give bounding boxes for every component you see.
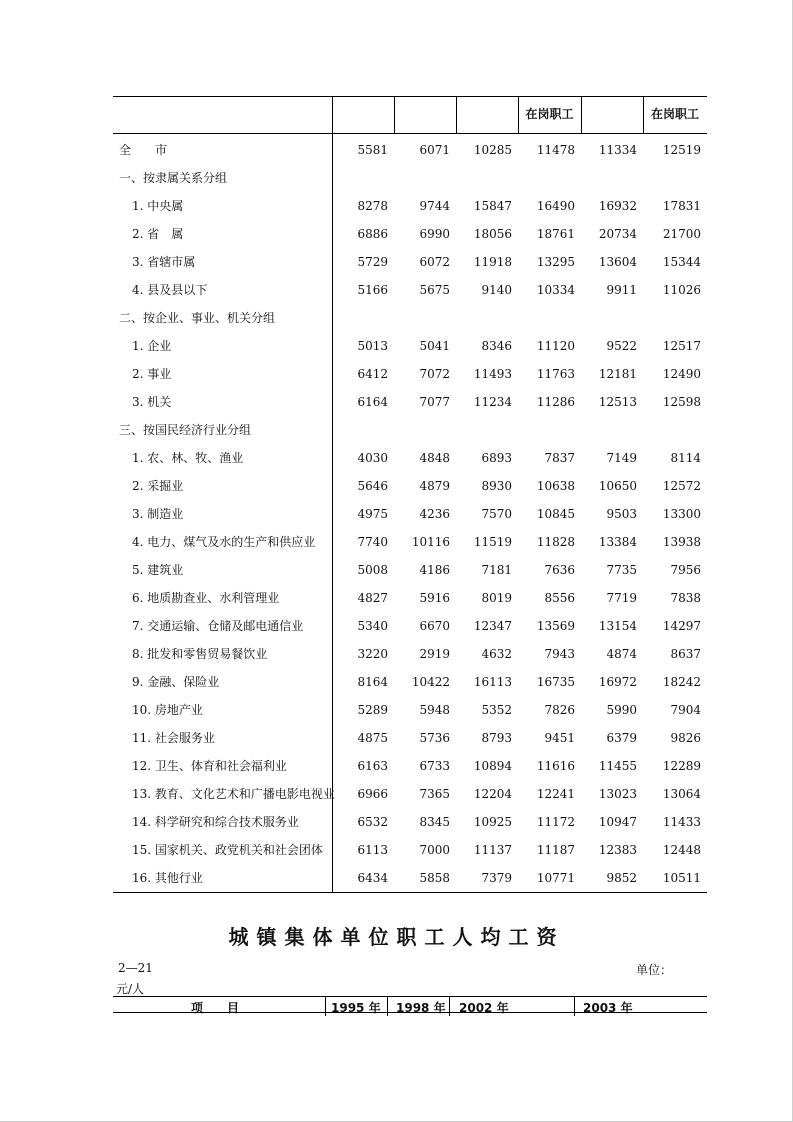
value-cell: 9522	[606, 339, 637, 353]
value-cell: 12289	[662, 759, 701, 773]
table-row	[113, 332, 707, 360]
table-row	[113, 360, 707, 388]
table-row	[113, 248, 707, 276]
value-cell: 7072	[419, 367, 450, 381]
row-label: 2. 事业	[132, 367, 172, 381]
table-row	[113, 304, 707, 332]
value-cell: 7149	[606, 451, 637, 465]
header-cell: 2003 年	[583, 1001, 633, 1015]
value-cell: 12347	[473, 619, 512, 633]
row-label: 5. 建筑业	[132, 563, 184, 577]
value-cell: 12513	[598, 395, 637, 409]
value-cell: 4848	[419, 451, 450, 465]
value-cell: 9826	[670, 731, 701, 745]
table-number: 2—21	[118, 961, 153, 975]
table-row	[113, 444, 707, 472]
value-cell: 12448	[662, 843, 701, 857]
value-cell: 16490	[536, 199, 575, 213]
row-label: 3. 制造业	[132, 507, 184, 521]
value-cell: 7943	[544, 647, 575, 661]
value-cell: 5646	[357, 479, 388, 493]
row-label: 15. 国家机关、政党机关和社会团体	[132, 843, 323, 857]
value-cell: 12517	[662, 339, 701, 353]
row-label: 14. 科学研究和综合技术服务业	[132, 815, 299, 829]
value-cell: 8930	[481, 479, 512, 493]
value-cell: 4827	[357, 591, 388, 605]
value-cell: 11137	[473, 843, 512, 857]
table-row	[113, 752, 707, 780]
value-cell: 4186	[419, 563, 450, 577]
value-cell: 11918	[473, 255, 512, 269]
table-row	[113, 472, 707, 500]
row-label: 3. 省辖市属	[132, 255, 196, 269]
value-cell: 9451	[544, 731, 575, 745]
row-label: 8. 批发和零售贸易餐饮业	[132, 647, 268, 661]
table-row	[113, 612, 707, 640]
value-cell: 12490	[662, 367, 701, 381]
value-cell: 12181	[598, 367, 637, 381]
value-cell: 10925	[473, 815, 512, 829]
column-divider	[581, 96, 582, 133]
value-cell: 10771	[536, 871, 575, 885]
value-cell: 8346	[481, 339, 512, 353]
value-cell: 10947	[598, 815, 637, 829]
table-row	[113, 220, 707, 248]
value-cell: 4632	[481, 647, 512, 661]
value-cell: 8556	[544, 591, 575, 605]
value-cell: 4030	[357, 451, 388, 465]
value-cell: 6113	[357, 843, 388, 857]
header-cell: 在岗职工	[525, 107, 574, 121]
value-cell: 6412	[357, 367, 388, 381]
value-cell: 18056	[473, 227, 512, 241]
value-cell: 10422	[411, 675, 450, 689]
row-label: 7. 交通运输、仓储及邮电通信业	[132, 619, 304, 633]
value-cell: 11234	[473, 395, 512, 409]
table-row	[113, 696, 707, 724]
value-cell: 18761	[536, 227, 575, 241]
value-cell: 12572	[662, 479, 701, 493]
value-cell: 7719	[606, 591, 637, 605]
value-cell: 6532	[357, 815, 388, 829]
table-row	[113, 164, 707, 192]
value-cell: 5013	[357, 339, 388, 353]
table-row	[113, 556, 707, 584]
value-cell: 10116	[411, 535, 450, 549]
value-cell: 7000	[419, 843, 450, 857]
value-cell: 5990	[606, 703, 637, 717]
value-cell: 4975	[357, 507, 388, 521]
value-cell: 8637	[670, 647, 701, 661]
table-row	[113, 640, 707, 668]
table-bottom-border	[113, 892, 707, 893]
value-cell: 10845	[536, 507, 575, 521]
value-cell: 6670	[419, 619, 450, 633]
table-top-border	[113, 996, 707, 997]
row-label: 2. 省 属	[132, 227, 184, 241]
row-label: 13. 教育、文化艺术和广播电影电视业	[132, 787, 335, 801]
row-label: 1. 企业	[132, 339, 172, 353]
row-label: 1. 中央属	[132, 199, 184, 213]
value-cell: 13938	[662, 535, 701, 549]
value-cell: 6966	[357, 787, 388, 801]
value-cell: 2919	[419, 647, 450, 661]
table-row	[113, 528, 707, 556]
value-cell: 8114	[670, 451, 701, 465]
value-cell: 9852	[606, 871, 637, 885]
section-title: 城镇集体单位职工人均工资	[228, 925, 565, 949]
table-row	[113, 276, 707, 304]
value-cell: 11616	[536, 759, 575, 773]
value-cell: 14297	[662, 619, 701, 633]
value-cell: 7379	[481, 871, 512, 885]
value-cell: 7181	[481, 563, 512, 577]
value-cell: 5340	[357, 619, 388, 633]
value-cell: 6434	[357, 871, 388, 885]
header-cell: 1995 年	[331, 1001, 381, 1015]
value-cell: 11120	[536, 339, 575, 353]
value-cell: 16735	[536, 675, 575, 689]
value-cell: 5916	[419, 591, 450, 605]
value-cell: 7826	[544, 703, 575, 717]
value-cell: 8019	[481, 591, 512, 605]
value-cell: 11433	[662, 815, 701, 829]
value-cell: 18242	[662, 675, 701, 689]
value-cell: 11828	[536, 535, 575, 549]
column-divider	[449, 996, 450, 1016]
value-cell: 5008	[357, 563, 388, 577]
column-divider	[456, 96, 457, 133]
value-cell: 13295	[536, 255, 575, 269]
value-cell: 5736	[419, 731, 450, 745]
value-cell: 4875	[357, 731, 388, 745]
row-label: 16. 其他行业	[132, 871, 203, 885]
value-cell: 13569	[536, 619, 575, 633]
value-cell: 7077	[419, 395, 450, 409]
table-row	[113, 388, 707, 416]
value-cell: 5858	[419, 871, 450, 885]
value-cell: 12241	[536, 787, 575, 801]
value-cell: 5041	[419, 339, 450, 353]
value-cell: 11519	[473, 535, 512, 549]
table-row	[113, 668, 707, 696]
value-cell: 8164	[357, 675, 388, 689]
table-row	[113, 416, 707, 444]
value-cell: 13604	[598, 255, 637, 269]
value-cell: 6893	[481, 451, 512, 465]
value-cell: 20734	[598, 227, 637, 241]
value-cell: 5352	[481, 703, 512, 717]
value-cell: 13300	[662, 507, 701, 521]
value-cell: 7956	[670, 563, 701, 577]
unit-value: 元/人	[116, 982, 145, 996]
value-cell: 6733	[419, 759, 450, 773]
value-cell: 11172	[536, 815, 575, 829]
value-cell: 17831	[662, 199, 701, 213]
value-cell: 6379	[606, 731, 637, 745]
value-cell: 9744	[419, 199, 450, 213]
value-cell: 11763	[536, 367, 575, 381]
value-cell: 11493	[473, 367, 512, 381]
value-cell: 6071	[419, 143, 450, 157]
value-cell: 13023	[598, 787, 637, 801]
value-cell: 8345	[419, 815, 450, 829]
value-cell: 5729	[357, 255, 388, 269]
row-label: 12. 卫生、体育和社会福利业	[132, 759, 287, 773]
value-cell: 4879	[419, 479, 450, 493]
row-label: 6. 地质勘查业、水利管理业	[132, 591, 280, 605]
row-label: 9. 金融、保险业	[132, 675, 220, 689]
value-cell: 9911	[606, 283, 637, 297]
value-cell: 12519	[662, 143, 701, 157]
value-cell: 7740	[357, 535, 388, 549]
value-cell: 7904	[670, 703, 701, 717]
value-cell: 9140	[481, 283, 512, 297]
column-divider	[394, 96, 395, 133]
table-row	[113, 192, 707, 220]
value-cell: 8793	[481, 731, 512, 745]
value-cell: 15847	[473, 199, 512, 213]
table-row	[113, 808, 707, 836]
header-cell: 1998 年	[396, 1001, 446, 1015]
column-divider	[387, 996, 388, 1016]
row-label: 1. 农、林、牧、渔业	[132, 451, 244, 465]
value-cell: 10638	[536, 479, 575, 493]
value-cell: 10285	[473, 143, 512, 157]
value-cell: 6163	[357, 759, 388, 773]
value-cell: 5675	[419, 283, 450, 297]
row-label: 二、按企业、事业、机关分组	[119, 311, 276, 325]
value-cell: 21700	[662, 227, 701, 241]
value-cell: 6990	[419, 227, 450, 241]
value-cell: 16113	[473, 675, 512, 689]
row-label: 4. 电力、煤气及水的生产和供应业	[132, 535, 316, 549]
row-label: 3. 机关	[132, 395, 172, 409]
value-cell: 16972	[598, 675, 637, 689]
value-cell: 12598	[662, 395, 701, 409]
value-cell: 10650	[598, 479, 637, 493]
row-label: 2. 采掘业	[132, 479, 184, 493]
value-cell: 10894	[473, 759, 512, 773]
value-cell: 7837	[544, 451, 575, 465]
column-divider	[325, 996, 326, 1016]
row-label: 4. 县及县以下	[132, 283, 208, 297]
column-divider	[574, 996, 575, 1016]
row-label: 全 市	[119, 143, 168, 157]
value-cell: 11334	[598, 143, 637, 157]
value-cell: 5289	[357, 703, 388, 717]
table-top-border	[113, 96, 707, 97]
header-cell: 在岗职工	[650, 107, 699, 121]
value-cell: 6072	[419, 255, 450, 269]
header-bottom-border	[113, 133, 707, 134]
row-label: 10. 房地产业	[132, 703, 203, 717]
value-cell: 5948	[419, 703, 450, 717]
header-cell: 项 目	[191, 1001, 240, 1015]
row-label: 11. 社会服务业	[132, 731, 215, 745]
value-cell: 11478	[536, 143, 575, 157]
value-cell: 7838	[670, 591, 701, 605]
value-cell: 11187	[536, 843, 575, 857]
table-row	[113, 780, 707, 808]
table-row	[113, 864, 707, 892]
value-cell: 7570	[481, 507, 512, 521]
value-cell: 13154	[598, 619, 637, 633]
value-cell: 12383	[598, 843, 637, 857]
value-cell: 8278	[357, 199, 388, 213]
collective-wage-table	[113, 996, 707, 1016]
value-cell: 7636	[544, 563, 575, 577]
header-cell: 2002 年	[459, 1001, 509, 1015]
row-label: 一、按隶属关系分组	[119, 171, 228, 185]
table-row	[113, 724, 707, 752]
value-cell: 16932	[598, 199, 637, 213]
value-cell: 5166	[357, 283, 388, 297]
value-cell: 6886	[357, 227, 388, 241]
value-cell: 11026	[662, 283, 701, 297]
table-row	[113, 136, 707, 164]
value-cell: 13064	[662, 787, 701, 801]
value-cell: 7365	[419, 787, 450, 801]
table-row	[113, 584, 707, 612]
value-cell: 3220	[357, 647, 388, 661]
value-cell: 5581	[357, 143, 388, 157]
value-cell: 13384	[598, 535, 637, 549]
value-cell: 6164	[357, 395, 388, 409]
value-cell: 11455	[598, 759, 637, 773]
value-cell: 7735	[606, 563, 637, 577]
value-cell: 12204	[473, 787, 512, 801]
value-cell: 9503	[606, 507, 637, 521]
value-cell: 10511	[662, 871, 701, 885]
value-cell: 11286	[536, 395, 575, 409]
value-cell: 15344	[662, 255, 701, 269]
table-row	[113, 500, 707, 528]
value-cell: 4874	[606, 647, 637, 661]
value-cell: 4236	[419, 507, 450, 521]
value-cell: 10334	[536, 283, 575, 297]
table-row	[113, 836, 707, 864]
unit-label: 单位：	[636, 963, 673, 977]
row-label: 三、按国民经济行业分组	[119, 423, 252, 437]
